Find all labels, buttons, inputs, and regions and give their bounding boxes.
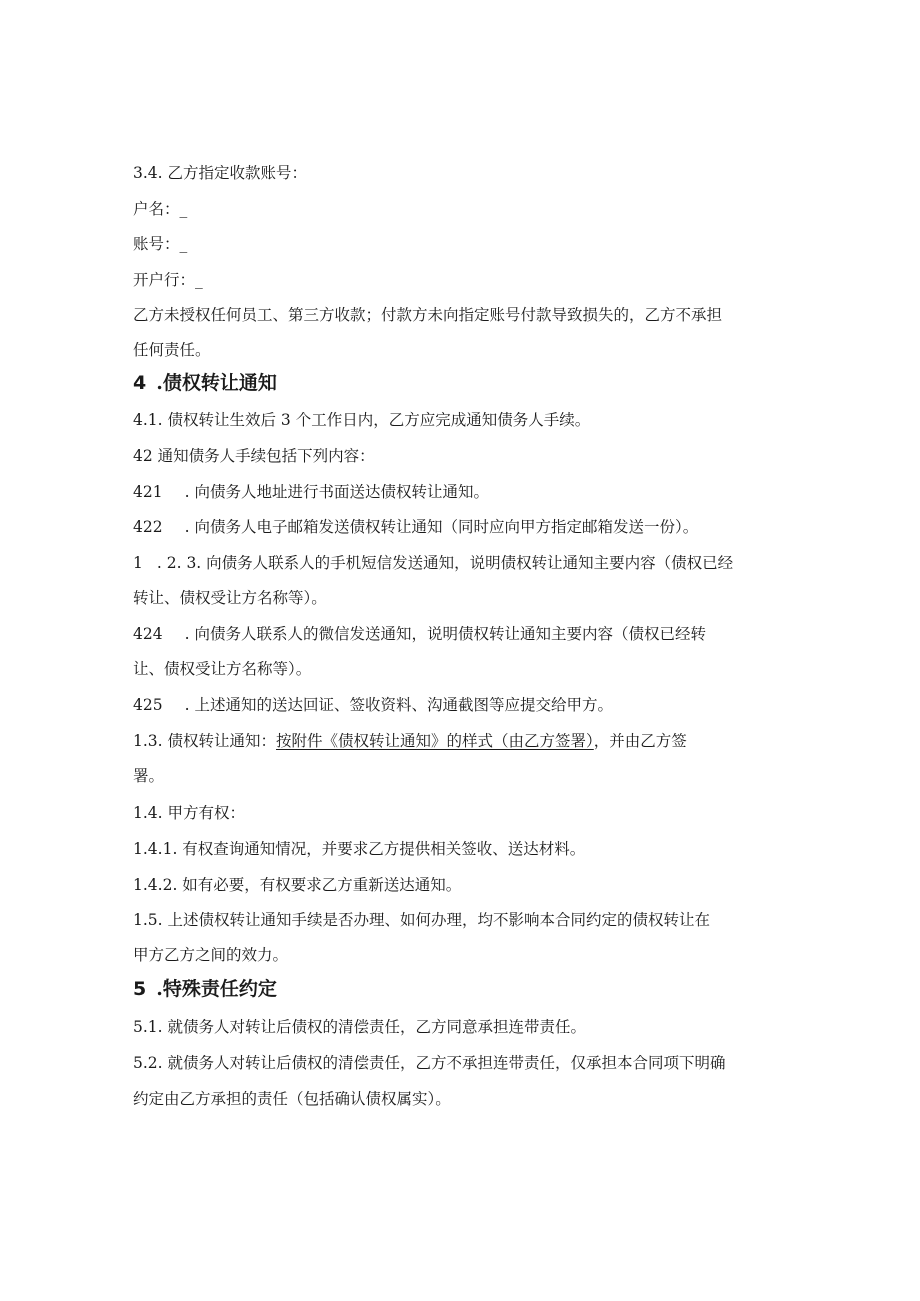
- clause-4-2-4: [133, 623, 793, 645]
- paragraph-line: 让、债权受让方名称等）。: [133, 660, 312, 678]
- paragraph-line: 甲方乙方之间的效力。: [133, 946, 289, 964]
- clause-1-5: 1.5. 上述债权转让通知手续是否办理、如何办理，均不影响本合同约定的债权转让在: [133, 911, 711, 929]
- clause-5-2: 5.2. 就债务人对转让后债权的清偿责任，乙方不承担连带责任，仅承担本合同项下明确: [133, 1054, 726, 1072]
- clause-1-3: [133, 730, 793, 752]
- paragraph-line: 署。: [133, 767, 165, 785]
- account-number-line: 账号：_: [133, 235, 188, 253]
- attachment-reference: 按附件《债权转让通知》的样式（由乙方签署）: [276, 732, 594, 750]
- clause-4-2-5: [133, 694, 793, 716]
- clause-1-4-2: 1.4.2. 如有必要，有权要求乙方重新送达通知。: [133, 876, 462, 894]
- paragraph-line: 约定由乙方承担的责任（包括确认债权属实）。: [133, 1090, 451, 1108]
- section-heading-5: [133, 976, 277, 1002]
- clause-text: . 向债务人电子邮箱发送债权转让通知（同时应向甲方指定邮箱发送一份）。: [184, 518, 699, 536]
- clause-4-2: 42 通知债务人手续包括下列内容：: [133, 447, 375, 465]
- clause-number: 424: [133, 625, 163, 643]
- heading-number: 5: [133, 978, 147, 1000]
- section-heading-4: [133, 370, 277, 396]
- bank-line: 开户行：_: [133, 271, 203, 289]
- heading-title: .特殊责任约定: [156, 978, 277, 1000]
- paragraph-line: 任何责任。: [133, 341, 211, 359]
- account-name-line: 户名：_: [133, 200, 188, 218]
- clause-1-4-1: 1.4.1. 有权查询通知情况，并要求乙方提供相关签收、送达材料。: [133, 840, 586, 858]
- clause-number: 421: [133, 483, 163, 501]
- clause-4-1: 4.1. 债权转让生效后 3 个工作日内，乙方应完成通知债务人手续。: [133, 411, 591, 429]
- clause-3-4: 3.4. 乙方指定收款账号：: [133, 164, 308, 182]
- clause-5-1: 5.1. 就债务人对转让后债权的清偿责任，乙方同意承担连带责任。: [133, 1018, 587, 1036]
- clause-4-2-3: [133, 552, 793, 574]
- clause-text: . 向债务人联系人的微信发送通知，说明债权转让通知主要内容（债权已经转: [184, 625, 706, 643]
- clause-text: ，并由乙方签: [593, 732, 687, 750]
- clause-number: 425: [133, 696, 163, 714]
- clause-label: 1.3. 债权转让通知：: [133, 732, 277, 750]
- paragraph-line: 乙方未授权任何员工、第三方收款；付款方未向指定账号付款导致损失的，乙方不承担: [133, 306, 723, 324]
- clause-number: 422: [133, 518, 163, 536]
- clause-4-2-1: [133, 481, 793, 503]
- heading-title: .债权转让通知: [156, 372, 277, 394]
- clause-4-2-2: [133, 516, 793, 538]
- heading-number: 4: [133, 372, 147, 394]
- clause-text: . 2. 3. 向债务人联系人的手机短信发送通知，说明债权转让通知主要内容（债权已经: [156, 554, 734, 572]
- clause-number: 1: [133, 554, 143, 572]
- clause-1-4: 1.4. 甲方有权：: [133, 804, 246, 822]
- clause-text: . 上述通知的送达回证、签收资料、沟通截图等应提交给甲方。: [184, 696, 613, 714]
- paragraph-line: 转让、债权受让方名称等）。: [133, 589, 327, 607]
- clause-text: . 向债务人地址进行书面送达债权转让通知。: [184, 483, 489, 501]
